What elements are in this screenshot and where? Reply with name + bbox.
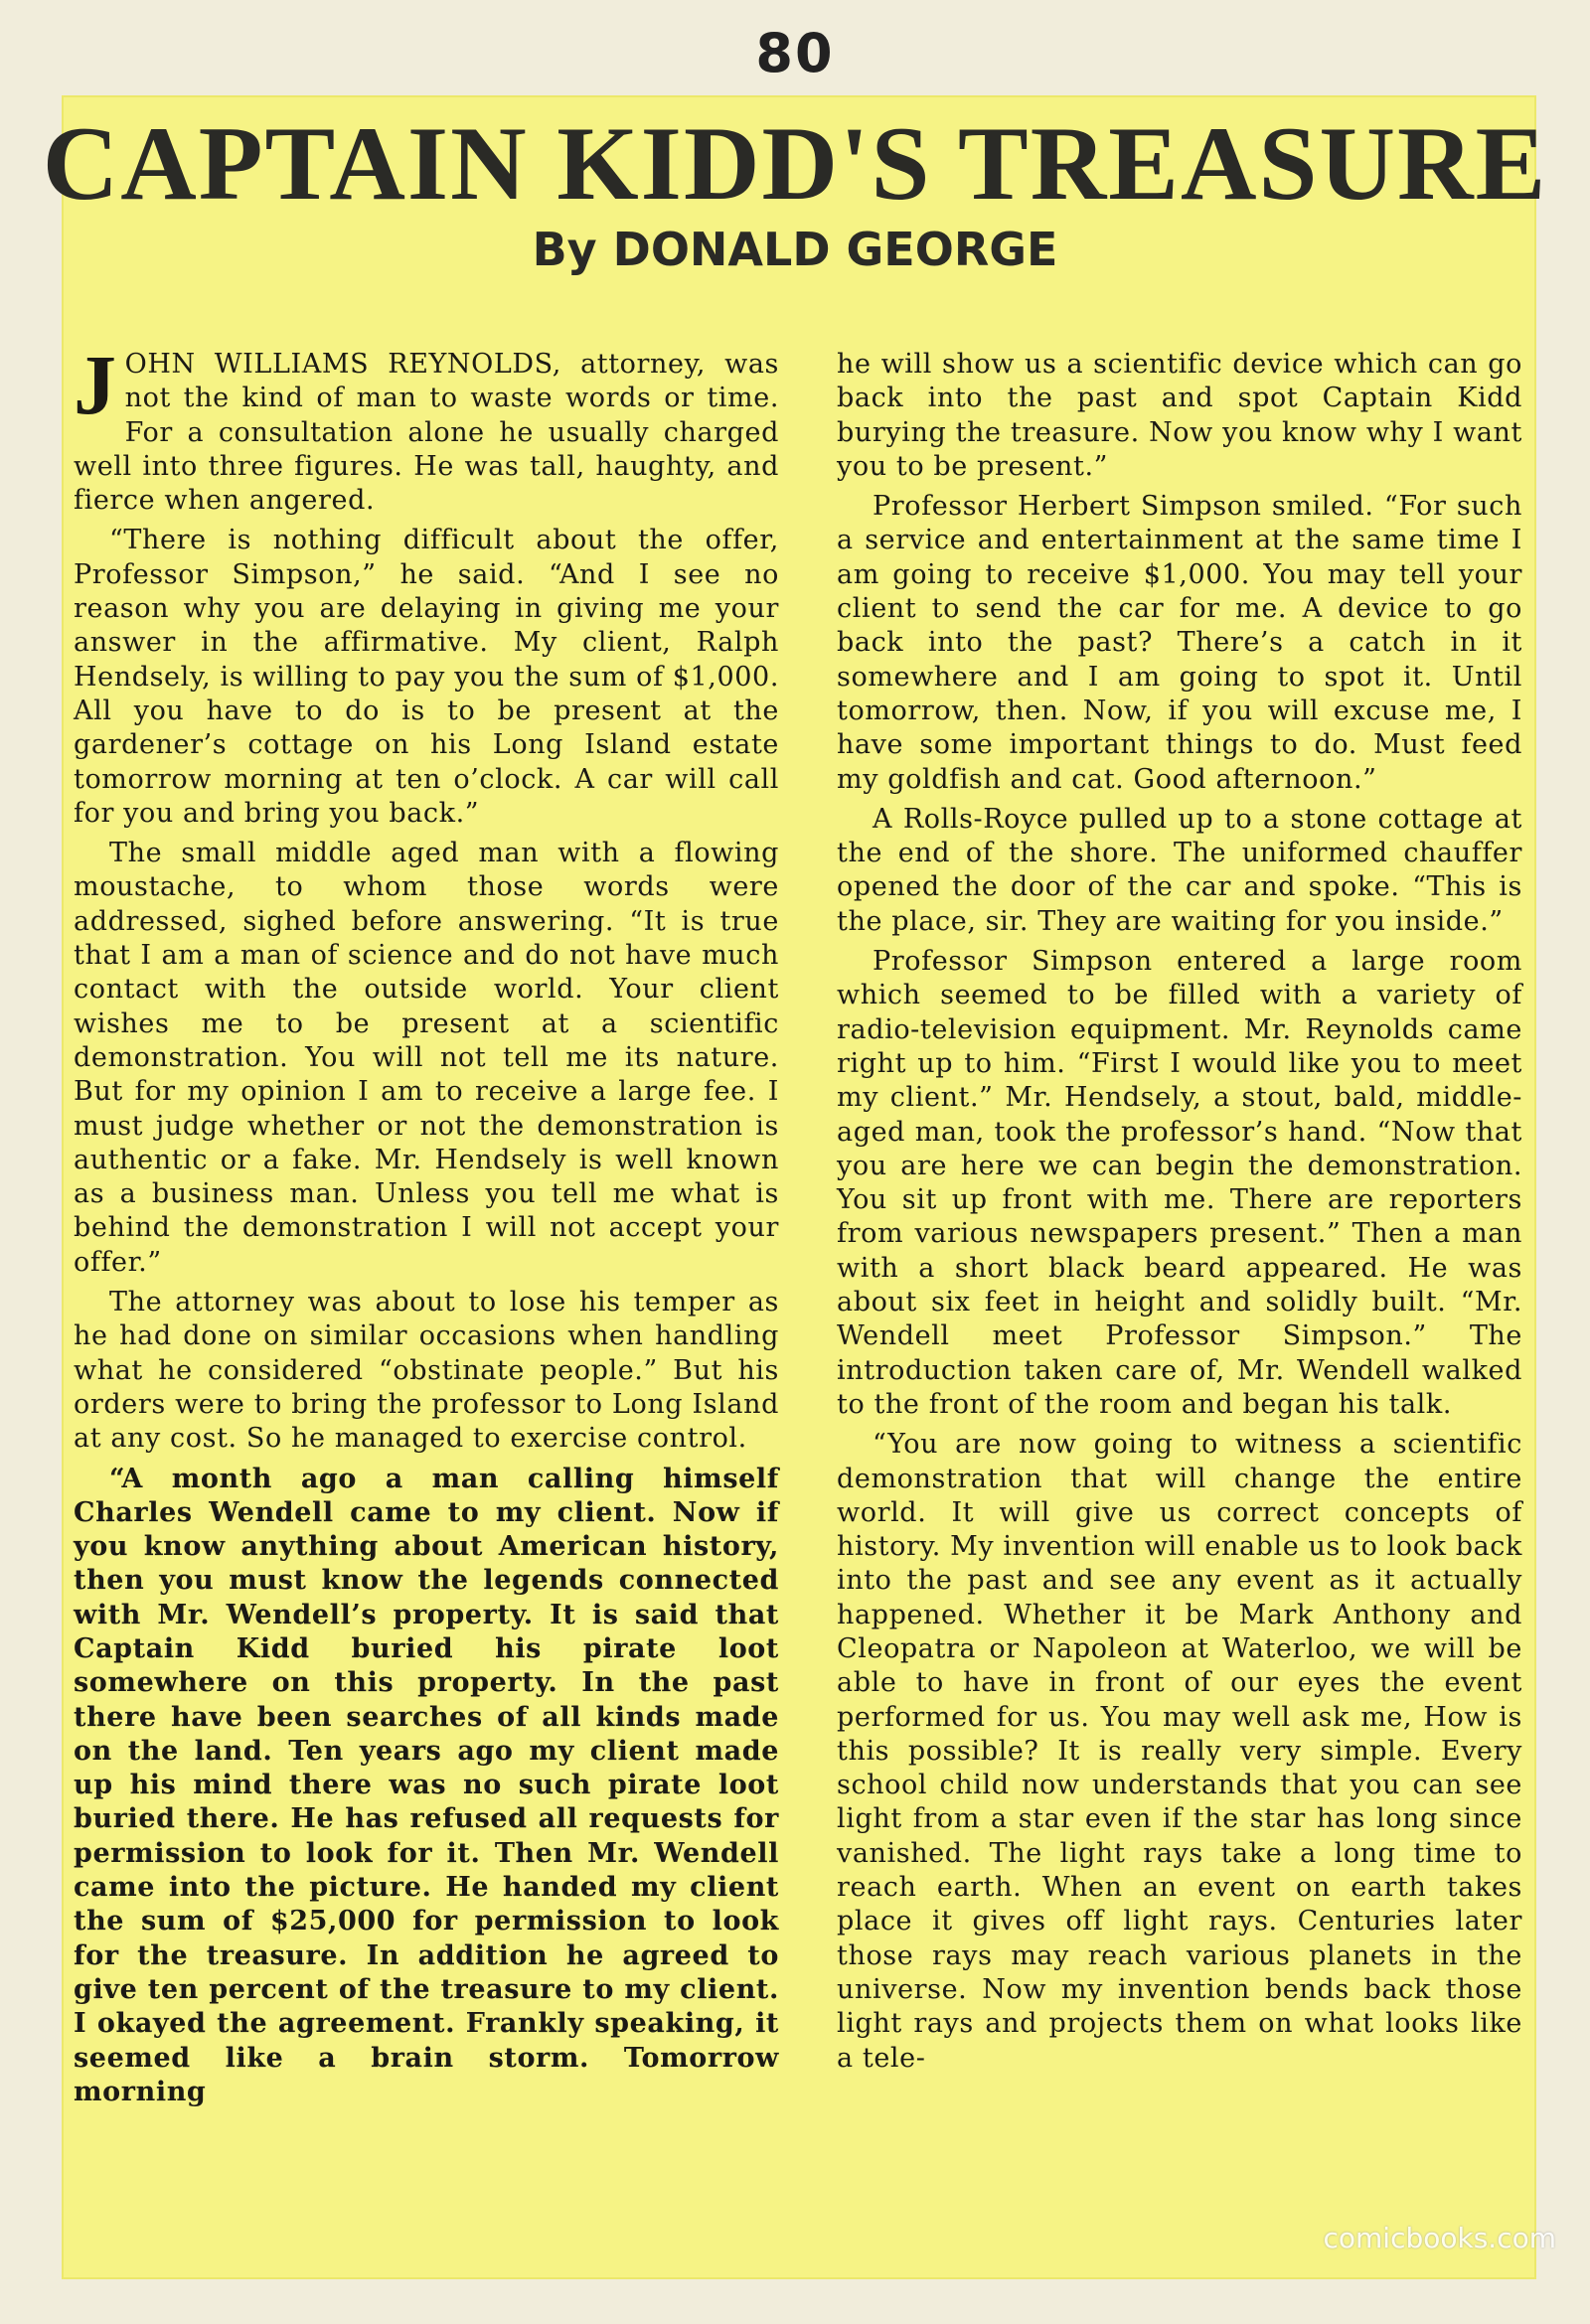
paragraph: “A month ago a man calling himself Charles Wendell came to my client. Now if you know anything about American history, then you must know the legends connected with Mr. Wendell’s property. It is said that Captain Kidd buried his pirate loot somewhere on this property. In the past there have been searches of all kinds made on the land. Ten years ago my client made up his mind there was no such pirate loot buried there. He has refused all requests for permission to look for it. Then Mr. Wendell came into the picture. He handed my client the sum of $25,000 for permission to look for the treasure. In addition he agreed to give ten percent of the treasure to my client. I okayed the agreement. Frankly speaking, it seemed like a brain storm. Tomorrow morning	[74, 1463, 779, 2107]
paragraph: “There is nothing difficult about the offer, Professor Simpson,” he said. “And I see no reason why you are delaying in giving me your answer in the affirmative. My client, Ralph Hendsely, is willing to pay you the sum of $1,000. All you have to do is to be present at the gardener’s cottage on his Long Island estate tomorrow morning at ten o’clock. A car will call for you and bring you back.”	[74, 525, 779, 829]
watermark: comicbooks.com	[1323, 2222, 1556, 2254]
story-title: CAPTAIN KIDD'S TREASURE	[42, 105, 1548, 222]
paragraph: Professor Herbert Simpson smiled. “For such a service and entertainment at the same time I am going to receive $1,000. You may tell your client to send the car for me. A device to go back into the past? There’s a catch in it somewhere and I am going to spot it. Until tomorrow, then. Now, if you will excuse me, I have some important things to do. Must feed my goldfish and cat. Good afternoon.”	[837, 491, 1522, 795]
paragraph-text: OHN WILLIAMS REYNOLDS, attorney, was not the kind of man to waste words or time. For a consultation alone he usually charged well into three figures. He was tall, haughty, and fierce when angered.	[74, 349, 779, 517]
story-byline: By DONALD GEORGE	[532, 223, 1058, 276]
paragraph: A Rolls-Royce pulled up to a stone cottage at the end of the shore. The uniformed chauffer opened the door of the car and spoke. “This is the place, sir. They are waiting for you inside.”	[837, 803, 1522, 937]
drop-cap: J	[74, 337, 117, 432]
paragraph: he will show us a scientific device which can go back into the past and spot Captain Kidd burying the treasure. Now you know why I want you to be present.”	[837, 349, 1522, 482]
paragraph: Professor Simpson entered a large room which seemed to be filled with a variety of radio-television equipment. Mr. Reynolds came right up to him. “First I would like you to meet my client.” Mr. Hendsely, a stout, bald, middle-aged man, took the professor’s hand. “Now that you are here we can begin the demonstration. You sit up front with me. There are reporters from various newspapers present.” Then a man with a short black beard appeared. He was about six feet in height and solidly built. “Mr. Wendell meet Professor Simpson.” The introduction taken care of, Mr. Wendell walked to the front of the room and began his talk.	[837, 946, 1522, 1420]
right-column	[837, 348, 1522, 2076]
paragraph: The attorney was about to lose his temper as he had done on similar occasions when handling what he considered “obstinate people.” But his orders were to bring the professor to Long Island at any cost. So he managed to exercise control.	[74, 1287, 779, 1455]
paragraph: “You are now going to witness a scientific demonstration that will change the entire world. It will give us correct concepts of history. My invention will enable us to look back into the past and see any event as it actually happened. Whether it be Mark Anthony and Cleopatra or Napoleon at Waterloo, we will be able to have in front of our eyes the event performed for us. You may well ask me, How is this possible? It is really very simple. Every school child now understands that you can see light from a star even if the star has long since vanished. The light rays take a long time to reach earth. When an event on earth takes place it gives off light rays. Centuries later those rays may reach various planets in the universe. Now my invention bends back those light rays and projects them on what looks like a tele-	[837, 1429, 1522, 2074]
page-number: 80	[755, 22, 835, 84]
paragraph	[74, 337, 779, 518]
paragraph: The small middle aged man with a flowing moustache, to whom those words were addressed, sighed before answering. “It is true that I am a man of science and do not have much contact with the outside world. Your client wishes me to be present at a scientific demonstration. You will not tell me its nature. But for my opinion I am to receive a large fee. I must judge whether or not the demonstration is authentic or a fake. Mr. Hendsely is well known as a business man. Unless you tell me what is behind the demonstration I will not accept your offer.”	[74, 838, 779, 1278]
left-column	[74, 337, 779, 2109]
